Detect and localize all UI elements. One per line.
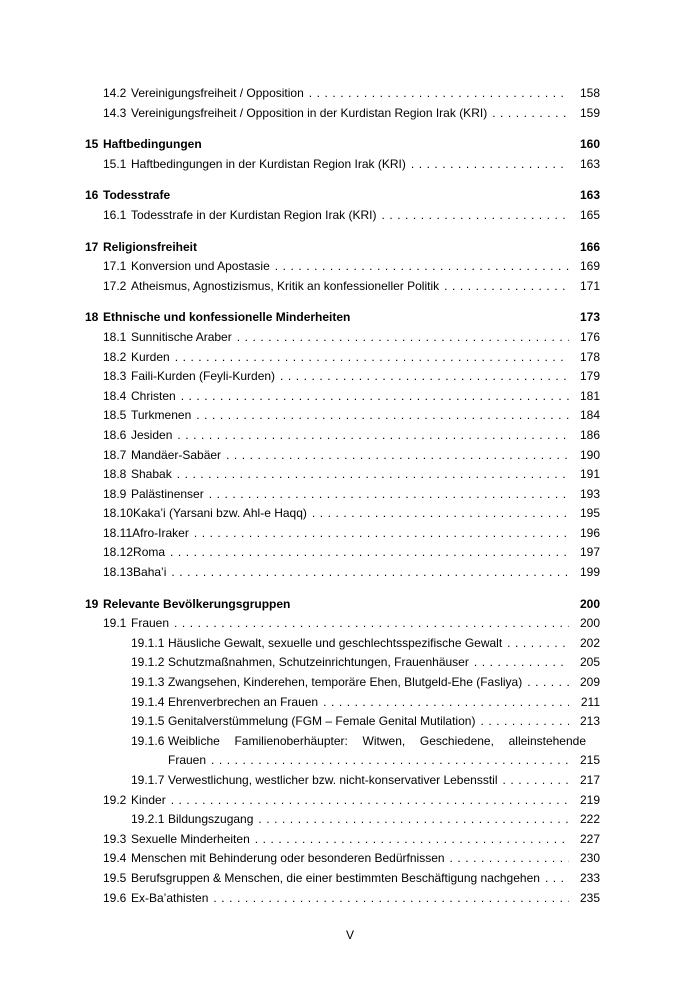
toc-entry-title: Atheismus, Agnostizismus, Kritik an konfessioneller Politik: [131, 278, 440, 293]
toc-entry-title: Jesiden: [131, 427, 173, 442]
toc-line: [103, 155, 600, 175]
toc-entry-18-11[interactable]: [85, 524, 600, 544]
toc-entry-19-6[interactable]: [85, 889, 600, 909]
toc-line: [85, 238, 600, 258]
dot-leader: [527, 673, 569, 693]
toc-entry-number: 14.3: [103, 105, 127, 120]
toc-entry-number: 18: [85, 310, 99, 325]
dot-leader: [255, 830, 569, 850]
toc-entry-title: Verwestlichung, westlicher bzw. nicht-konservativer Lebensstil: [168, 773, 498, 787]
toc-entry-18-5[interactable]: [85, 406, 600, 426]
dot-leader: [492, 104, 569, 124]
toc-entry-title: Vereinigungsfreiheit / Opposition in der Kurdistan Region Irak (KRI): [131, 105, 488, 120]
toc-entry-number: 19.1: [103, 616, 127, 631]
toc-entry-title: Ethnische und konfessionelle Minderheiten: [103, 310, 351, 325]
toc-entry-number: 19.1.5: [131, 714, 165, 729]
toc-entry-title: Häusliche Gewalt, sexuelle und geschlechtsspezifische Gewalt: [168, 635, 503, 650]
toc-entry-number: 19: [85, 596, 99, 611]
toc-page-number: 196: [579, 525, 600, 540]
toc-entry-title: Baha’i: [133, 565, 167, 580]
toc: [85, 84, 600, 908]
toc-entry-number: 18.5: [103, 408, 127, 423]
toc-entry-19-1-3[interactable]: [85, 673, 600, 693]
toc-page-number: 235: [579, 890, 600, 905]
toc-entry-18-2[interactable]: [85, 348, 600, 368]
toc-page-number: 222: [579, 812, 600, 827]
toc-page-number: 227: [579, 831, 600, 846]
toc-entry-17-2[interactable]: [85, 277, 600, 297]
toc-page-number: 215: [579, 753, 600, 768]
toc-entry-18-1[interactable]: [85, 328, 600, 348]
toc-line: [85, 595, 600, 615]
toc-page-number: 233: [579, 870, 600, 885]
toc-entry-14-2[interactable]: [85, 84, 600, 104]
toc-page-number: 217: [579, 773, 600, 787]
toc-entry-title: Shabak: [131, 467, 172, 482]
toc-entry-number: 18.3: [103, 369, 127, 384]
toc-line: [103, 104, 600, 124]
toc-page-number: 179: [579, 369, 600, 384]
toc-line: [103, 446, 600, 466]
dot-leader: [275, 257, 569, 277]
toc-entry-number: 17.2: [103, 278, 127, 293]
toc-page-number: 230: [579, 851, 600, 866]
toc-line: [103, 869, 600, 889]
toc-entry-title: Ex-Ba’athisten: [131, 890, 209, 905]
toc-line: [85, 186, 600, 206]
toc-entry-title: Roma: [133, 545, 166, 560]
toc-line: [103, 84, 600, 104]
toc-entry-19-1-7[interactable]: [85, 771, 600, 791]
toc-entry-19-2[interactable]: [85, 791, 600, 811]
toc-entry-number: 18.2: [103, 349, 127, 364]
dot-leader: [175, 348, 569, 368]
toc-entry-18-13[interactable]: [85, 563, 600, 583]
toc-page-number: 166: [579, 239, 600, 254]
toc-line: [103, 543, 600, 563]
toc-entry-title: Mandäer-Sabäer: [131, 447, 222, 462]
dot-leader: [171, 563, 569, 583]
toc-entry-18-12[interactable]: [85, 543, 600, 563]
dot-leader: [309, 84, 569, 104]
toc-entry-title: Kinder: [131, 792, 166, 807]
toc-entry-number: 19.6: [103, 890, 127, 905]
dot-leader: [280, 367, 569, 387]
toc-line: [103, 387, 600, 407]
toc-line: [103, 328, 600, 348]
toc-entry-16[interactable]: [85, 186, 600, 206]
toc-line: [103, 277, 600, 297]
toc-entry-title: Palästinenser: [131, 486, 204, 501]
toc-entry-18-6[interactable]: [85, 426, 600, 446]
toc-entry-19-1-4[interactable]: [85, 693, 600, 713]
dot-leader: [177, 426, 569, 446]
toc-entry-number: 18.4: [103, 388, 127, 403]
toc-entry-18-9[interactable]: [85, 485, 600, 505]
dot-leader: [507, 634, 569, 654]
toc-entry-number: 18.11: [103, 525, 133, 540]
toc-page-number: 205: [579, 655, 600, 670]
toc-page-number: 193: [579, 486, 600, 501]
toc-page-number: 169: [579, 259, 600, 274]
toc-entry-title: Faili-Kurden (Feyli-Kurden): [131, 369, 276, 384]
toc-page-number: 163: [579, 156, 600, 171]
dot-leader: [411, 155, 569, 175]
dot-leader: [323, 693, 569, 713]
toc-entry-19-5[interactable]: [85, 869, 600, 889]
toc-line: [103, 830, 600, 850]
toc-line: [103, 849, 600, 869]
toc-entry-19-1-2[interactable]: [85, 653, 600, 673]
toc-entry-19-4[interactable]: [85, 849, 600, 869]
toc-line: [131, 653, 600, 673]
dot-leader: [502, 771, 569, 791]
toc-line: [131, 712, 600, 732]
toc-page-number: 209: [579, 675, 600, 690]
dot-leader: [174, 614, 569, 634]
toc-entry-title: Religionsfreiheit: [103, 239, 198, 254]
toc-line: [103, 465, 600, 485]
dot-leader: [258, 810, 569, 830]
toc-entry-number: 18.1: [103, 329, 127, 344]
toc-entry-number: 17: [85, 239, 99, 254]
toc-entry-19-1-1[interactable]: [85, 634, 600, 654]
toc-line: [131, 634, 600, 654]
toc-entry-18-10[interactable]: [85, 504, 600, 524]
toc-page-number: 190: [579, 447, 600, 462]
toc-entry-number: 14.2: [103, 86, 127, 100]
toc-entry-number: 17.1: [103, 259, 127, 274]
toc-line: [103, 367, 600, 387]
dot-leader: [194, 524, 569, 544]
dot-leader: [177, 465, 569, 485]
toc-entry-title: Berufsgruppen & Menschen, die einer bestimmten Beschäftigung nachgehen: [131, 870, 540, 885]
toc-page-number: 165: [579, 207, 600, 222]
toc-entry-number: 19.1.7: [131, 773, 165, 787]
dot-leader: [474, 653, 569, 673]
dot-leader: [211, 751, 569, 771]
toc-entry-19-1-6[interactable]: [85, 732, 600, 771]
toc-entry-title: Weibliche Familienoberhäupter: Witwen, Geschiedene, alleinstehende: [168, 733, 586, 748]
toc-entry-15-1[interactable]: [85, 155, 600, 175]
toc-entry-18[interactable]: [85, 308, 600, 328]
toc-line: [131, 810, 600, 830]
toc-line: [103, 563, 600, 583]
toc-entry-title: Sunnitische Araber: [131, 329, 232, 344]
toc-page-number: 184: [579, 408, 600, 423]
toc-entry-title: Christen: [131, 388, 176, 403]
toc-entry-title: Afro-Iraker: [132, 525, 189, 540]
toc-line: [131, 693, 600, 713]
toc-entry-number: 18.6: [103, 427, 127, 442]
toc-page-number: 173: [579, 310, 600, 325]
page-number-footer: V: [345, 928, 354, 942]
toc-entry-title-continued: Frauen: [168, 753, 207, 768]
toc-page-number: 202: [579, 635, 600, 650]
toc-entry-17[interactable]: [85, 238, 600, 258]
toc-line: [103, 426, 600, 446]
toc-entry-title: Schutzmaßnahmen, Schutzeinrichtungen, Frauenhäuser: [168, 655, 469, 670]
toc-line: [103, 485, 600, 505]
toc-page-number: 158: [579, 86, 600, 100]
toc-entry-title: Frauen: [131, 616, 170, 631]
toc-entry-number: 16: [85, 188, 99, 203]
toc-entry-number: 19.1.1: [131, 635, 165, 650]
dot-leader: [237, 328, 569, 348]
toc-entry-19[interactable]: [85, 595, 600, 615]
toc-line: [103, 348, 600, 368]
toc-entry-number: 18.7: [103, 447, 127, 462]
toc-entry-19-2-1[interactable]: [85, 810, 600, 830]
toc-page-number: 171: [579, 278, 600, 293]
toc-entry-title: Menschen mit Behinderung oder besonderen Bedürfnissen: [131, 851, 445, 866]
toc-entry-19-3[interactable]: [85, 830, 600, 850]
toc-page-number: 211: [580, 694, 600, 709]
dot-leader: [209, 485, 569, 505]
toc-page-number: 213: [579, 714, 600, 729]
dot-leader: [381, 206, 569, 226]
toc-entry-number: 18.12: [103, 545, 134, 560]
toc-entry-number: 15: [85, 137, 99, 152]
toc-entry-title: Haftbedingungen: [103, 137, 202, 152]
toc-page-number: 159: [579, 105, 600, 120]
toc-entry-title: Sexuelle Minderheiten: [131, 831, 250, 846]
toc-line: [103, 791, 600, 811]
toc-entry-title: Kaka’i (Yarsani bzw. Ahl-e Haqq): [133, 506, 307, 521]
toc-page-number: 178: [579, 349, 600, 364]
toc-page-number: 163: [579, 188, 600, 203]
dot-leader: [171, 791, 569, 811]
toc-entry-title: Zwangsehen, Kinderehen, temporäre Ehen, Blutgeld-Ehe (Fasliya): [168, 675, 523, 690]
toc-entry-number: 19.1.2: [131, 655, 165, 670]
toc-page-number: 197: [579, 545, 600, 560]
toc-page-number: 191: [579, 467, 600, 482]
toc-line: [131, 673, 600, 693]
toc-entry-title: Ehrenverbrechen an Frauen: [168, 694, 319, 709]
toc-entry-number: 19.2.1: [131, 812, 165, 827]
toc-line: [103, 406, 600, 426]
toc-line: [103, 257, 600, 277]
toc-page-number: 219: [579, 792, 600, 807]
toc-entry-number: 19.5: [103, 870, 127, 885]
toc-page-number: 200: [579, 616, 600, 631]
toc-entry-19-1[interactable]: [85, 614, 600, 634]
toc-page-number: 186: [579, 427, 600, 442]
toc-page-number: 200: [579, 596, 600, 611]
dot-leader: [226, 446, 569, 466]
toc-entry-number: 19.1.6: [131, 733, 165, 748]
dot-leader: [312, 504, 569, 524]
toc-line: [85, 135, 600, 155]
toc-entry-title: Kurden: [131, 349, 170, 364]
toc-entry-number: 15.1: [103, 156, 127, 171]
dot-leader: [450, 849, 569, 869]
toc-entry-18-7[interactable]: [85, 446, 600, 466]
toc-line: [103, 889, 600, 909]
toc-entry-15[interactable]: [85, 135, 600, 155]
toc-entry-title: Genitalverstümmelung (FGM – Female Genital Mutilation): [168, 714, 476, 729]
toc-entry-title: Todesstrafe in der Kurdistan Region Irak (KRI): [131, 207, 377, 222]
toc-entry-14-3[interactable]: [85, 104, 600, 124]
toc-page-number: 176: [579, 329, 600, 344]
toc-page-number: 195: [579, 506, 600, 521]
toc-entry-title: Bildungszugang: [168, 812, 254, 827]
toc-line: [103, 614, 600, 634]
toc-entry-17-1[interactable]: [85, 257, 600, 277]
toc-line: [103, 504, 600, 524]
toc-entry-18-3[interactable]: [85, 367, 600, 387]
toc-entry-16-1[interactable]: [85, 206, 600, 226]
toc-entry-number: 18.8: [103, 467, 127, 482]
toc-entry-title: Haftbedingungen in der Kurdistan Region Irak (KRI): [131, 156, 406, 171]
dot-leader: [196, 406, 569, 426]
dot-leader: [181, 387, 569, 407]
dot-leader: [213, 889, 569, 909]
dot-leader: [444, 277, 569, 297]
dot-leader: [170, 543, 569, 563]
toc-entry-number: 19.1.3: [131, 675, 165, 690]
toc-entry-number: 16.1: [103, 207, 127, 222]
toc-entry-number: 19.1.4: [131, 694, 165, 709]
toc-page-number: 181: [579, 388, 600, 403]
toc-entry-18-4[interactable]: [85, 387, 600, 407]
toc-line: [103, 206, 600, 226]
toc-entry-18-8[interactable]: [85, 465, 600, 485]
toc-page-number: 160: [579, 137, 600, 152]
toc-line: [85, 308, 600, 328]
toc-page-number: 199: [579, 565, 600, 580]
toc-line: [131, 771, 600, 791]
toc-entry-number: 18.10: [103, 506, 134, 521]
toc-entry-title: Relevante Bevölkerungsgruppen: [103, 596, 291, 611]
dot-leader: [545, 869, 569, 889]
toc-line: [131, 732, 600, 752]
toc-entry-number: 19.4: [103, 851, 127, 866]
toc-entry-number: 19.2: [103, 792, 127, 807]
toc-entry-title: Konversion und Apostasie: [131, 259, 270, 274]
toc-entry-number: 18.13: [103, 565, 134, 580]
toc-line: [103, 524, 600, 544]
toc-line-continued: [131, 751, 600, 771]
toc-entry-title: Vereinigungsfreiheit / Opposition: [131, 86, 304, 100]
toc-entry-number: 19.3: [103, 831, 127, 846]
toc-entry-19-1-5[interactable]: [85, 712, 600, 732]
dot-leader: [480, 712, 569, 732]
toc-entry-number: 18.9: [103, 486, 127, 501]
toc-entry-title: Todesstrafe: [103, 188, 171, 203]
toc-entry-title: Turkmenen: [131, 408, 192, 423]
